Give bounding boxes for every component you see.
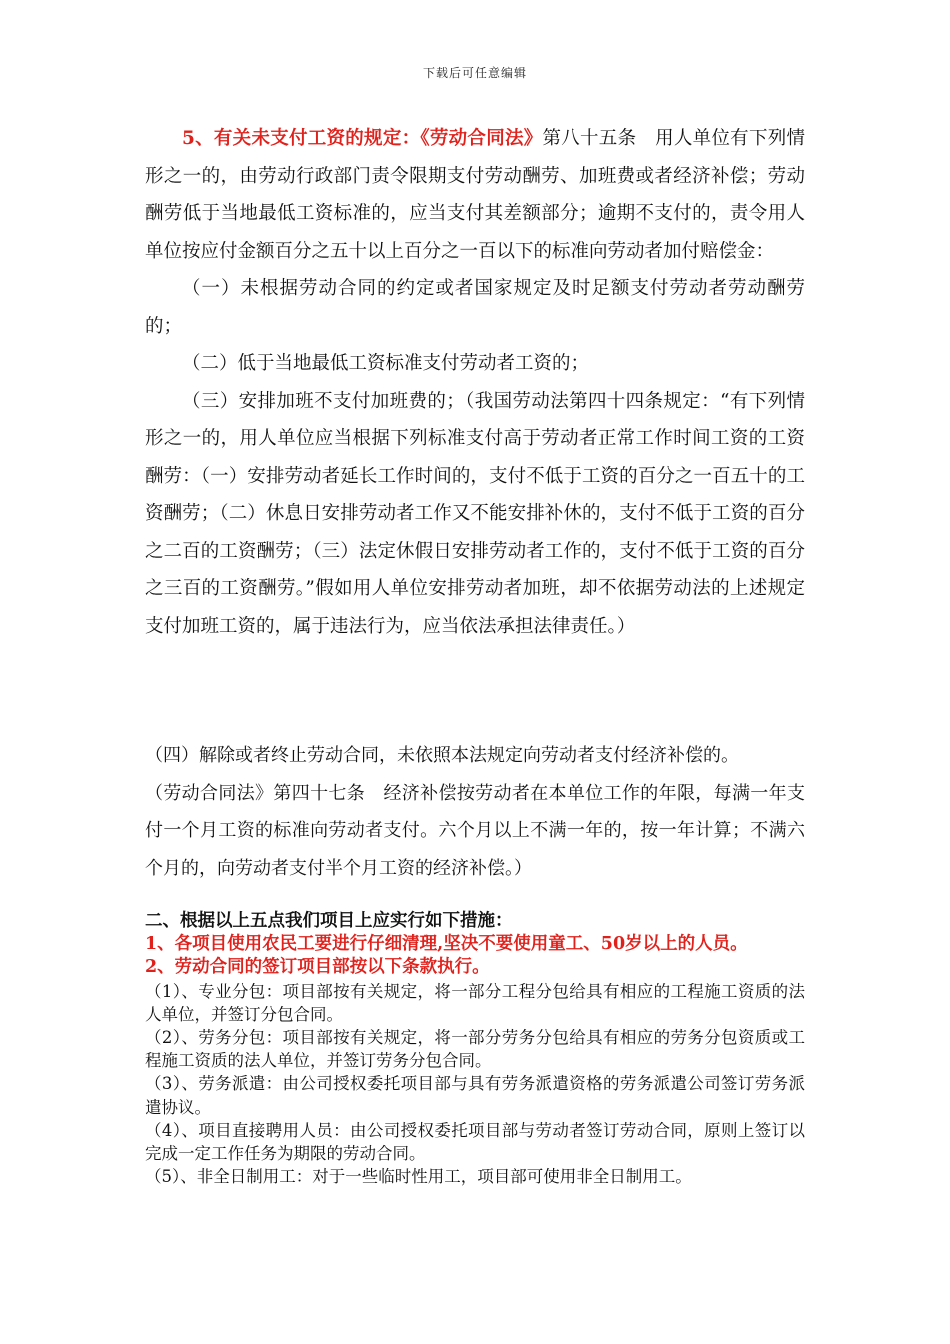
measure-sub-5: （5）、非全日制用工：对于一些临时性用工，项目部可使用非全日制用工。: [145, 1167, 692, 1187]
measure-point-2: 2、劳动合同的签订项目部按以下条款执行。: [145, 957, 490, 978]
list-item-1: （一）未根据劳动合同的约定或者国家规定及时足额支付劳动者劳动酬劳的；: [145, 278, 805, 337]
section-severance: [145, 737, 805, 887]
measure-sub-1: （1）、专业分包：项目部按有关规定，将一部分工程分包给具有相应的工程施工资质的法人单位，并签订分包合同。: [145, 981, 805, 1024]
page-header: 下载后可任意编辑: [422, 66, 527, 80]
measure-sub-2: （2）、劳务分包：项目部按有关规定，将一部分劳务分包给具有相应的劳务分包资质或工程施工资质的法人单位，并签订劳务分包合同。: [145, 1028, 805, 1071]
measure-point-1: 1、各项目使用农民工要进行仔细清理,坚决不要使用童工、50岁以上的人员。: [145, 934, 748, 955]
list-item-3: （三）安排加班不支付加班费的；（我国劳动法第四十四条规定：“有下列情形之一的，用人单位应当根据下列标准支付高于劳动者正常工作时间工资的工资酬劳：（一）安排劳动者延长工作时间的，支付不低于工资的百分之一百五十的工资酬劳；（二）休息日安排劳动者工作又不能安排补休的，支付不低于工资的百分之二百的工资酬劳；（三）法定休假日安排劳动者工作的，支付不低于工资的百分之三百的工资酬劳。”假如用人单位安排劳动者加班，却不依据劳动法的上述规定支付加班工资的，属于违法行为，应当依法承担法律责任。）: [145, 390, 805, 637]
list-item-4: （四）解除或者终止劳动合同，未依照本法规定向劳动者支付经济补偿的。: [145, 745, 739, 766]
red-heading: 5、有关未支付工资的规定：《劳动合同法》: [182, 128, 543, 149]
paragraph-article-85: [145, 120, 805, 270]
list-item-2: （二）低于当地最低工资标准支付劳动者工资的；: [182, 353, 590, 374]
measures-title: 二、根据以上五点我们项目上应实行如下措施：: [145, 911, 513, 931]
article-85-text: 第八十五条 用人单位有下列情形之一的，由劳动行政部门责令限期支付劳动酬劳、加班费或者经济补偿；劳动酬劳低于当地最低工资标准的，应当支付其差额部分；逾期不支付的，责令用人单位按应付金额百分之五十以上百分之一百以下的标准向劳动者加付赔偿金：: [145, 128, 805, 262]
section-measures: [145, 910, 805, 1188]
measure-sub-3: （3）、劳务派遣：由公司授权委托项目部与具有劳务派遣资格的劳务派遣公司签订劳务派遣协议。: [145, 1074, 805, 1117]
article-47-note: （劳动合同法》第四十七条 经济补偿按劳动者在本单位工作的年限，每满一年支付一个月工资的标准向劳动者支付。六个月以上不满一年的，按一年计算；不满六个月的，向劳动者支付半个月工资的经济补偿。）: [145, 782, 805, 879]
measure-sub-4: （4）、项目直接聘用人员：由公司授权委托项目部与劳动者签订劳动合同，原则上签订以完成一定工作任务为期限的劳动合同。: [145, 1120, 805, 1164]
section-unpaid-wages: [145, 120, 805, 645]
